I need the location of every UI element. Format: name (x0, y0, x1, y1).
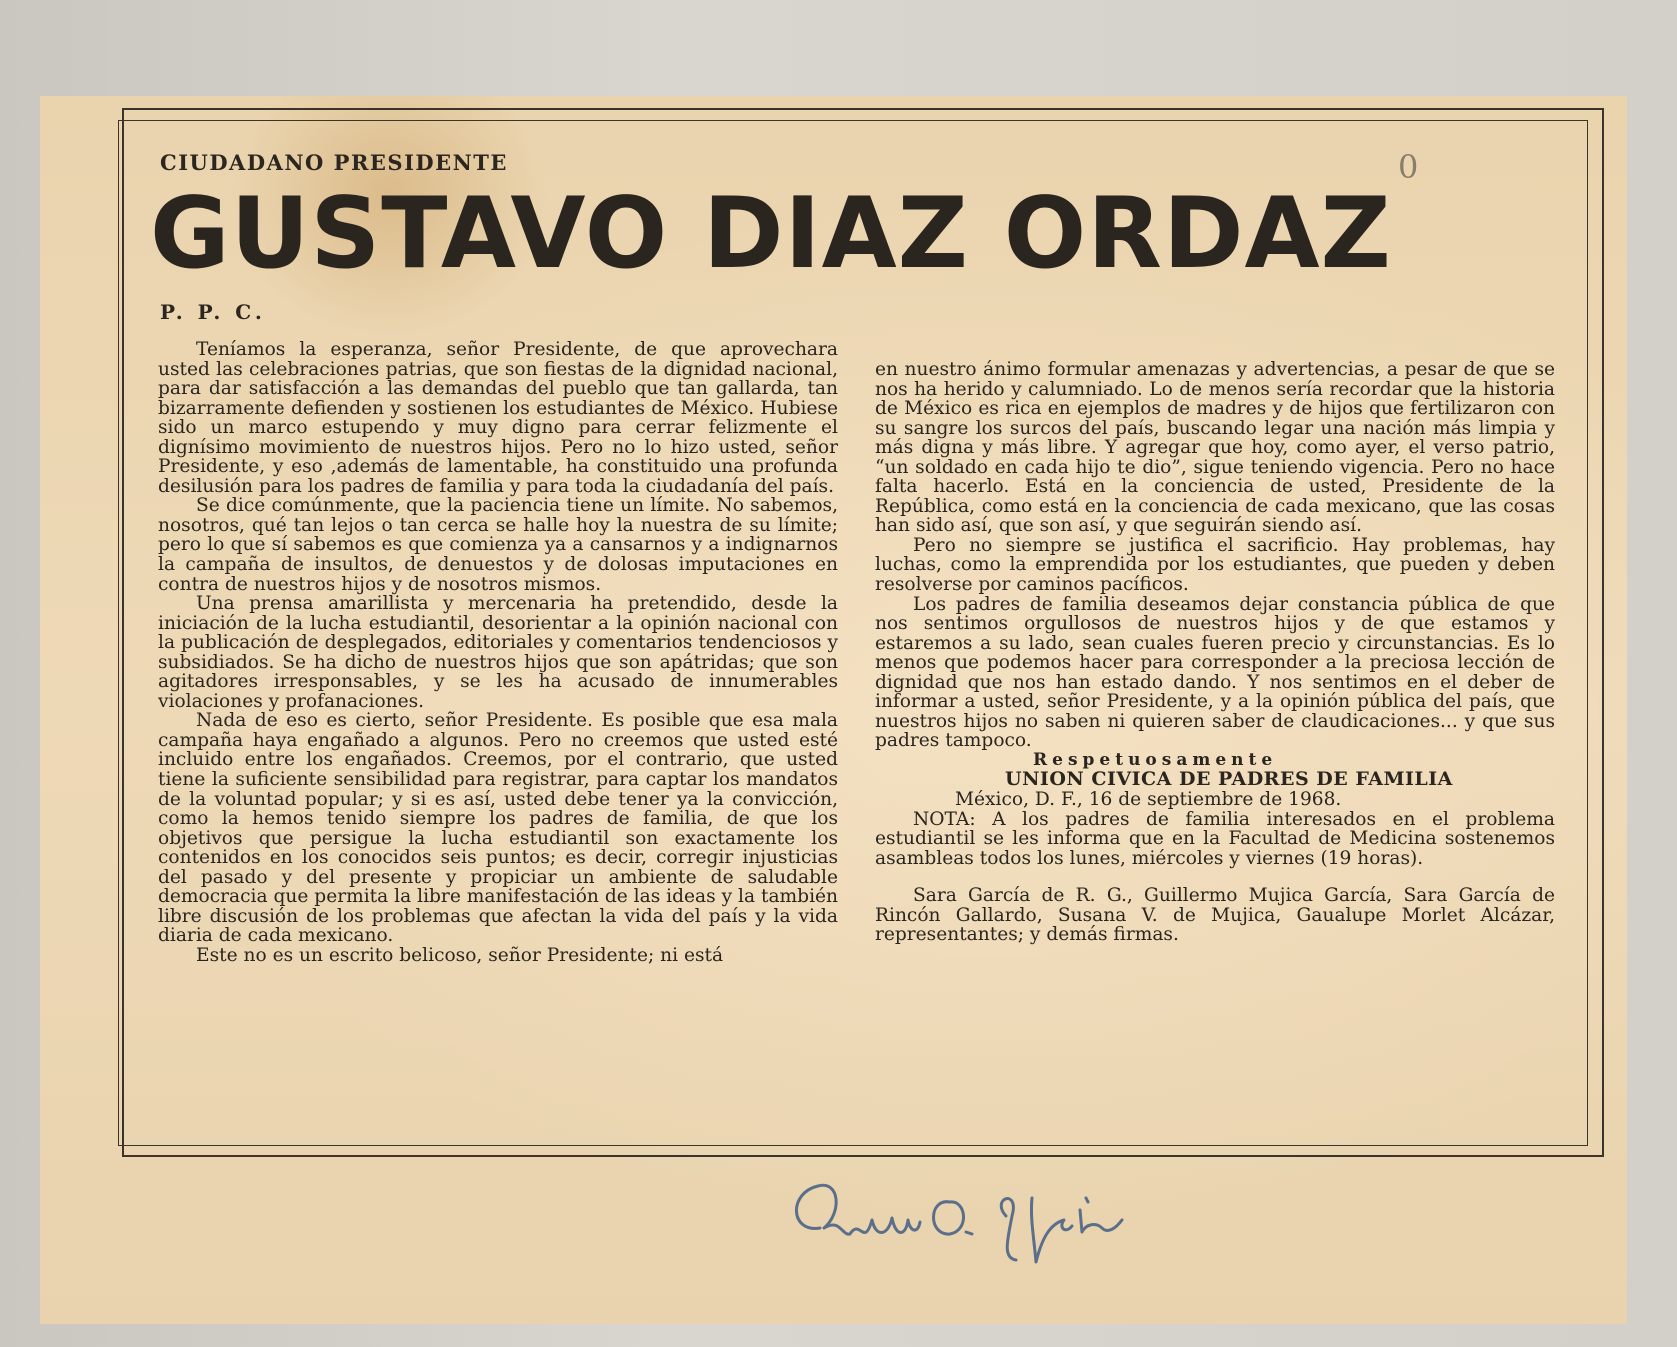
organization-name: UNION CIVICA DE PADRES DE FAMILIA (1005, 768, 1453, 791)
paragraph: Este no es un escrito belicoso, señor Presidente; ni está (196, 944, 724, 966)
handwritten-signature (780, 1158, 1160, 1278)
paragraph: Teníamos la esperanza, señor Presidente, de que aprovechara usted las celebraciones patrias, que son fiestas de la dignidad nacional, para dar satisfacción a las demandas del pueblo que tan gallarda, tan bizarramente defienden y sostienen los estudiantes de México. Hubiese sido un marco estupendo y muy digno para cerrar felizmente el dignísimo movimiento de nuestros hijos. Pero no lo hizo usted, señor Presidente, y eso ,además de lamentable, ha constituido una profunda desilusión para los padres de familia y para toda la ciudadanía del país. (158, 339, 838, 497)
article-column-right (875, 360, 1555, 945)
kicker: CIUDADANO PRESIDENTE (160, 150, 508, 175)
paragraph: Se dice comúnmente, que la paciencia tiene un límite. No sabemos, nosotros, qué tan lejos o tan cerca se halle hoy la nuestra de su límite; pero lo que sí sabemos es que comienza ya a cansarnos y a indignarnos la campaña de insultos, de denuestos y de dolosas imputaciones en contra de nuestros hijos y de nosotros mismos. (158, 495, 838, 595)
signature-scribble-icon (780, 1158, 1160, 1278)
nota: NOTA: A los padres de familia interesados en el problema estudiantil se les informa que en la Facultad de Medicina sostenemos asambleas todos los lunes, miércoles y viernes (19 horas). (875, 808, 1555, 869)
paragraph: Nada de eso es cierto, señor Presidente. Es posible que esa mala campaña haya engañado a algunos. Pero no creemos que usted esté incluido entre los engañados. Creemos, por el contrario, que usted tiene la suficiente sensibilidad para registrar, para captar los mandatos de la voluntad popular; y si es así, usted debe tener ya la convicción, como la hemos tenido siempre los padres de familia, de que los objetivos que persigue la lucha estudiantil son exactamente los contenidos en los conocidos seis puntos; es decir, corregir injusticias del pasado y del presente y propiciar un ambiente de saludable democracia que permita la libre manifestación de las ideas y la también libre discusión de los problemas que afectan la vida del país y la vida diaria de cada mexicano. (158, 710, 838, 947)
paragraph: Una prensa amarillista y mercenaria ha pretendido, desde la iniciación de la lucha estudiantil, desorientar a la opinión nacional con la publicación de desplegados, editoriales y comentarios tendenciosos y subsidiados. Se ha dicho de nuestros hijos que son apátridas; que son agitadores irresponsables, y se les ha acusado de innumerables violaciones y profanaciones. (158, 593, 838, 712)
headline: GUSTAVO DIAZ ORDAZ (150, 177, 1392, 291)
paragraph: Pero no siempre se justifica el sacrificio. Hay problemas, hay luchas, como la emprendida por los estudiantes, que pueden y deben resolverse por caminos pacíficos. (875, 534, 1555, 596)
date-line: México, D. F., 16 de septiembre de 1968. (955, 789, 1342, 811)
paragraph: Los padres de familia deseamos dejar constancia pública de que nos sentimos orgullosos de nuestros hijos y de que estamos y estaremos a su lado, sean cuales fueren precio y circunstancias. Es lo menos que podemos hacer para corresponder a la preciosa lección de dignidad que nos han estado dando. Y nos sentimos en el deber de informar a usted, señor Presidente, y a la opinión pública del país, que nuestros hijos no saben ni quieren saber de claudicaciones... y que sus padres tampoco. (875, 593, 1555, 752)
article-column-left (158, 340, 838, 966)
paragraph: en nuestro ánimo formular amenazas y advertencias, a pesar de que se nos ha herido y calumniado. Lo de menos sería recordar que la historia de México es rica en ejemplos de madres y de hijos que fertilizaron con su sangre los surcos del país, buscando legar una nación más limpia y más digna y más libre. Y agregar que hoy, como ayer, el verso patrio, “un soldado en cada hijo te dio”, sigue teniendo vigencia. Pero no hace falta hacerlo. Está en la conciencia de usted, Presidente de la República, como está en la conciencia de cada mexicano, que las cosas han sido así, que son así, y que seguirán siendo así. (875, 359, 1555, 537)
signatories: Sara García de R. G., Guillermo Mujica García, Sara García de Rincón Gallardo, Susana V. de Mujica, Gaualupe Morlet Alcázar, representantes; y demás firmas. (875, 885, 1555, 946)
margin-mark: 0 (1398, 148, 1419, 186)
closing: Respetuosamente (1033, 749, 1278, 770)
party-initials: P. P. C. (160, 300, 266, 324)
